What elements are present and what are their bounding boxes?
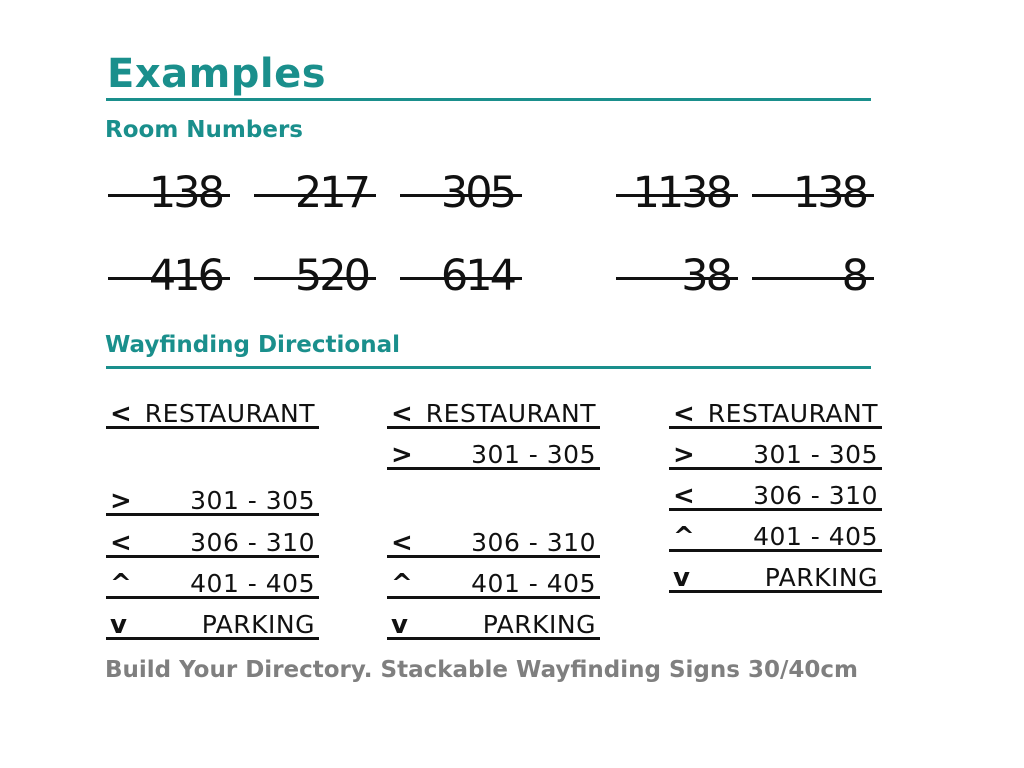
direction-sign	[387, 611, 600, 640]
direction-sign	[387, 441, 600, 470]
wayfinding-heading: Wayfinding Directional	[105, 332, 400, 358]
direction-label: RESTAURANT	[707, 399, 878, 428]
footer-caption: Build Your Directory. Stackable Wayfinding Signs 30/40cm	[105, 657, 858, 683]
room-sign	[752, 253, 874, 303]
arrow-left-icon: <	[391, 528, 413, 558]
direction-label: PARKING	[764, 563, 878, 592]
room-number: 138	[792, 168, 866, 218]
direction-label: 301 - 305	[190, 486, 315, 515]
room-number: 520	[294, 251, 368, 301]
arrow-down-icon: v	[110, 610, 127, 640]
direction-label: 306 - 310	[190, 528, 315, 557]
direction-sign	[387, 570, 600, 599]
direction-sign	[669, 441, 882, 470]
arrow-down-icon: v	[673, 563, 690, 593]
room-number: 138	[148, 168, 222, 218]
arrow-left-icon: <	[110, 528, 132, 558]
room-sign	[254, 253, 376, 303]
room-sign	[108, 170, 230, 220]
wayfinding-divider	[106, 366, 871, 369]
direction-label: PARKING	[201, 610, 315, 639]
arrow-left-icon: <	[391, 399, 413, 429]
direction-label: 301 - 305	[753, 440, 878, 469]
arrow-right-icon: >	[391, 440, 413, 470]
room-sign	[752, 170, 874, 220]
room-number: 8	[841, 251, 866, 301]
direction-label: 401 - 405	[471, 569, 596, 598]
title-divider	[106, 98, 871, 101]
direction-sign	[387, 400, 600, 429]
direction-sign	[669, 564, 882, 593]
direction-label: 401 - 405	[190, 569, 315, 598]
room-sign	[400, 170, 522, 220]
direction-label: 306 - 310	[471, 528, 596, 557]
room-sign	[400, 253, 522, 303]
direction-sign	[669, 482, 882, 511]
direction-sign	[669, 523, 882, 552]
arrow-down-icon: v	[391, 610, 408, 640]
arrow-up-icon: ^	[673, 522, 695, 552]
direction-sign	[106, 611, 319, 640]
page-title: Examples	[107, 51, 327, 97]
direction-sign	[669, 400, 882, 429]
arrow-up-icon: ^	[110, 569, 132, 599]
room-number: 614	[440, 251, 514, 301]
direction-label: RESTAURANT	[144, 399, 315, 428]
direction-label: 306 - 310	[753, 481, 878, 510]
direction-label: RESTAURANT	[425, 399, 596, 428]
room-sign	[616, 253, 738, 303]
room-sign	[254, 170, 376, 220]
direction-label: 301 - 305	[471, 440, 596, 469]
room-sign	[108, 253, 230, 303]
direction-label: PARKING	[482, 610, 596, 639]
direction-sign	[106, 529, 319, 558]
room-sign	[616, 170, 738, 220]
direction-sign	[387, 529, 600, 558]
room-number: 217	[294, 168, 368, 218]
direction-sign	[106, 487, 319, 516]
arrow-left-icon: <	[110, 399, 132, 429]
arrow-left-icon: <	[673, 399, 695, 429]
room-number: 38	[681, 251, 730, 301]
direction-sign	[106, 400, 319, 429]
arrow-right-icon: >	[110, 486, 132, 516]
arrow-up-icon: ^	[391, 569, 413, 599]
room-number: 416	[148, 251, 222, 301]
room-number: 305	[440, 168, 514, 218]
room-numbers-heading: Room Numbers	[105, 117, 303, 143]
arrow-right-icon: >	[673, 440, 695, 470]
direction-sign	[106, 570, 319, 599]
room-number: 1138	[632, 168, 730, 218]
direction-label: 401 - 405	[753, 522, 878, 551]
arrow-left-icon: <	[673, 481, 695, 511]
